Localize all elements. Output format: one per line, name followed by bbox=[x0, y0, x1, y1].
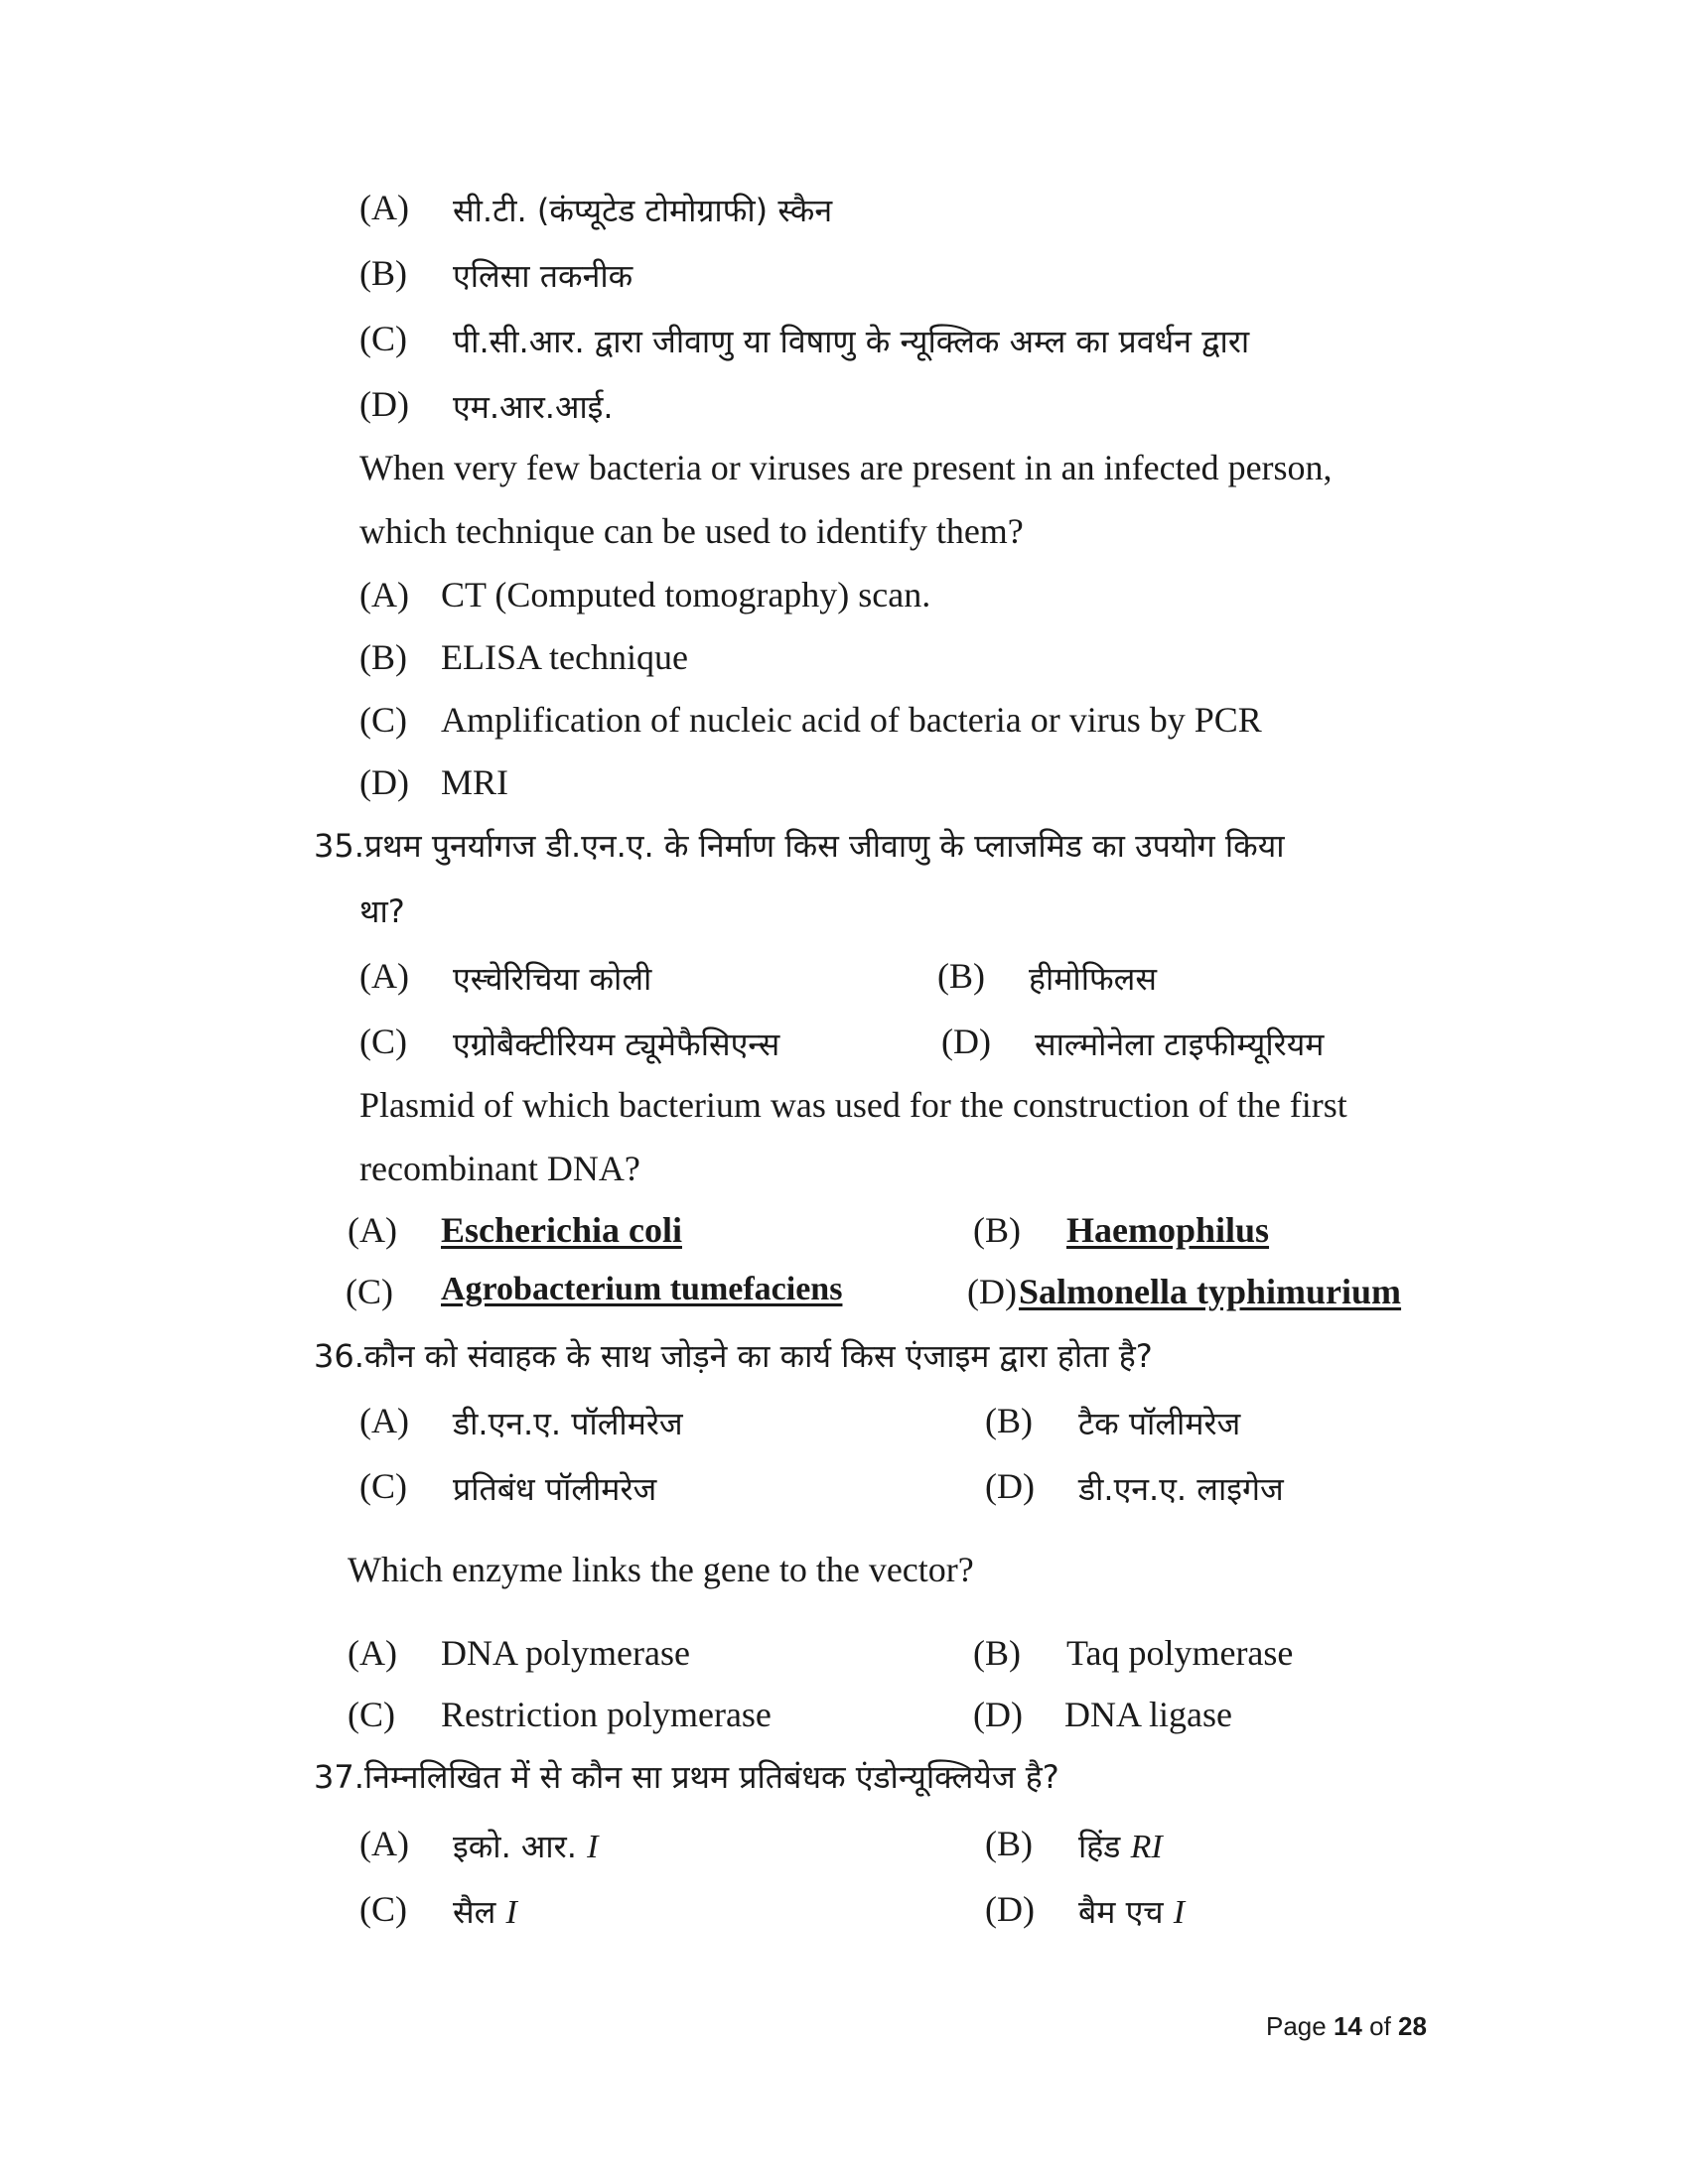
option-text: ELISA technique bbox=[441, 637, 688, 677]
question-text: था? bbox=[359, 892, 405, 930]
option-label: (C) bbox=[359, 1022, 407, 1061]
option-text: सी.टी. (कंप्यूटेड टोमोग्राफी) स्कैन bbox=[453, 192, 833, 229]
option-text: Haemophilus bbox=[1066, 1210, 1270, 1250]
option-text: Salmonella typhimurium bbox=[1019, 1272, 1402, 1311]
question-text: Plasmid of which bacterium was used for the construction of the first bbox=[359, 1085, 1347, 1125]
question-text: recombinant DNA? bbox=[359, 1149, 640, 1188]
option-label: (A) bbox=[359, 188, 409, 227]
option-label: (B) bbox=[973, 1210, 1021, 1250]
option-text: पी.सी.आर. द्वारा जीवाणु या विषाणु के न्यूक्लिक अम्ल का प्रवर्धन द्वारा bbox=[453, 323, 1250, 360]
option-label: (D) bbox=[359, 762, 409, 802]
option-label: (C) bbox=[359, 1889, 407, 1929]
option-text: Taq polymerase bbox=[1066, 1633, 1294, 1673]
option-text: बैम एच I bbox=[1078, 1893, 1186, 1931]
option-text: DNA ligase bbox=[1064, 1695, 1232, 1734]
option-text: डी.एन.ए. लाइगेज bbox=[1078, 1470, 1284, 1508]
option-label: (A) bbox=[348, 1633, 397, 1673]
option-label: (D) bbox=[973, 1695, 1023, 1734]
option-text: टैक पॉलीमरेज bbox=[1078, 1405, 1241, 1442]
page-footer bbox=[1266, 2011, 1427, 2042]
option-label: (B) bbox=[973, 1633, 1021, 1673]
option-label: (A) bbox=[359, 956, 409, 996]
option-label: (D) bbox=[985, 1889, 1035, 1929]
option-text: एम.आर.आई. bbox=[453, 388, 614, 426]
option-text: प्रतिबंध पॉलीमरेज bbox=[453, 1470, 657, 1508]
option-label: (C) bbox=[359, 1466, 407, 1506]
option-text: Restriction polymerase bbox=[441, 1695, 772, 1734]
page-total: 28 bbox=[1398, 2011, 1427, 2041]
option-label: (B) bbox=[359, 637, 407, 677]
option-text: डी.एन.ए. पॉलीमरेज bbox=[453, 1405, 683, 1442]
page-prefix: Page bbox=[1266, 2011, 1327, 2041]
option-label: (B) bbox=[985, 1401, 1033, 1440]
option-text: MRI bbox=[441, 762, 509, 802]
option-label: (A) bbox=[348, 1210, 397, 1250]
option-label: (C) bbox=[359, 700, 407, 740]
option-label: (B) bbox=[985, 1824, 1033, 1863]
option-label: (C) bbox=[348, 1695, 395, 1734]
option-label: (C) bbox=[346, 1272, 393, 1311]
option-label: (C) bbox=[359, 319, 407, 358]
option-label: (D) bbox=[359, 384, 409, 424]
option-text: इको. आर. I bbox=[453, 1828, 599, 1865]
page-of: of bbox=[1369, 2011, 1391, 2041]
option-text: हिंड RI bbox=[1078, 1828, 1163, 1865]
option-text: Agrobacterium tumefaciens bbox=[441, 1271, 843, 1307]
option-label: (A) bbox=[359, 1824, 409, 1863]
option-text: DNA polymerase bbox=[441, 1633, 690, 1673]
question-text: 35.प्रथम पुनर्यागज डी.एन.ए. के निर्माण किस जीवाणु के प्लाजमिड का उपयोग किया bbox=[314, 827, 1285, 865]
question-text: 36.कौन को संवाहक के साथ जोड़ने का कार्य किस एंजाइम द्वारा होता है? bbox=[314, 1337, 1153, 1375]
question-text: Which enzyme links the gene to the vector? bbox=[348, 1550, 974, 1589]
option-text: एलिसा तकनीक bbox=[453, 257, 633, 295]
option-label: (A) bbox=[359, 1401, 409, 1440]
option-label: (A) bbox=[359, 575, 409, 614]
question-text: When very few bacteria or viruses are present in an infected person, bbox=[359, 448, 1333, 487]
option-text: CT (Computed tomography) scan. bbox=[441, 575, 931, 614]
option-label: (D) bbox=[985, 1466, 1035, 1506]
option-text: एस्चेरिचिया कोली bbox=[453, 960, 652, 998]
question-text: which technique can be used to identify them? bbox=[359, 511, 1024, 551]
page-number: 14 bbox=[1333, 2011, 1362, 2041]
question-text: 37.निम्नलिखित में से कौन सा प्रथम प्रतिबंधक एंडोन्यूक्लियेज है? bbox=[314, 1758, 1059, 1796]
option-label: (B) bbox=[937, 956, 985, 996]
option-label: (D) bbox=[967, 1272, 1017, 1311]
option-text: साल्मोनेला टाइफीम्यूरियम bbox=[1035, 1025, 1325, 1063]
option-label: (B) bbox=[359, 253, 407, 293]
option-text: Escherichia coli bbox=[441, 1210, 682, 1250]
option-label: (D) bbox=[941, 1022, 991, 1061]
option-text: हीमोफिलस bbox=[1029, 960, 1157, 998]
option-text: सैल I bbox=[453, 1893, 517, 1931]
option-text: एग्रोबैक्टीरियम ट्यूमेफैसिएन्स bbox=[453, 1025, 780, 1063]
option-text: Amplification of nucleic acid of bacteria or virus by PCR bbox=[441, 700, 1262, 740]
